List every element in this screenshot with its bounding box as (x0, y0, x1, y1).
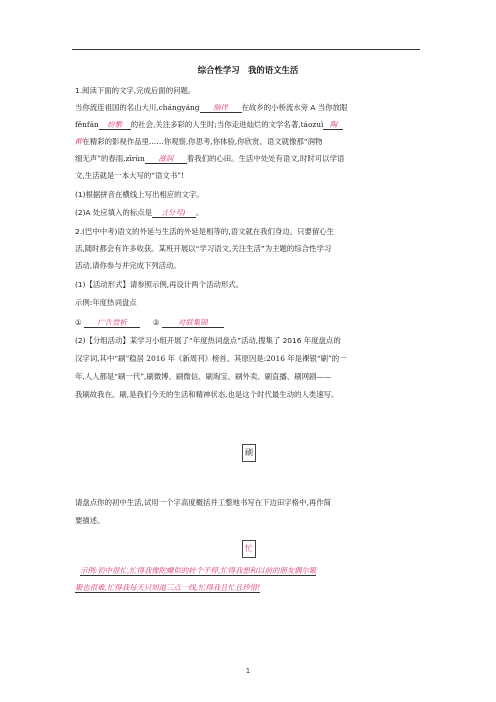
q2-sub2: 年,人人都是“刷一代”,刷微博、刷微信、刷淘宝、刷外卖、刷直播、刷网剧—— (75, 372, 332, 381)
blank-answer: 滋润 (145, 154, 187, 164)
q1-text: 当你流连祖国的名山大川,chángyáng (75, 103, 200, 112)
blank-answer: 醉 (75, 137, 83, 146)
blank-answer: 对联集锦 (162, 318, 224, 328)
q1-text: 的社会,关注多彩的人生时;当你走进灿烂的文学名著,táozuì (130, 120, 324, 129)
q1-text: 当你放眼 (317, 103, 348, 112)
answer-line: 聚也很难,忙得我每天只知道三点一线,忙得我且忙且珍惜! (75, 583, 261, 592)
q2-sub1: (1)【活动形式】请参照示例,再设计两个活动形式。 (75, 280, 244, 289)
q1-text: fēnfán (75, 120, 99, 129)
page-title: 综合性学习 我的语文生活 (197, 65, 299, 75)
q1-prompt: 1.阅读下面的文字,完成后面的问题。 (75, 86, 196, 95)
q1-para-line4 (75, 154, 344, 164)
blank-answer: 徜徉 (200, 103, 242, 113)
q2-options: ① 广告赏析 ② 对联集锦 (75, 318, 224, 328)
q1-para-line3 (75, 137, 322, 147)
q1-para-line2 (75, 120, 343, 130)
answer-line: 示例:初中很忙,忙得我像陀螺似的转个不停,忙得我想和以前的朋友偶尔聚 (80, 566, 317, 575)
blank-answer: ;(分号) (152, 208, 196, 218)
q2-example: 示例:年度热词盘点 (75, 298, 137, 307)
q1-text: 细无声”的春雨,zīrùn (75, 154, 145, 163)
mark-a: A (310, 103, 316, 112)
q2-intro: 2.(巴中中考)语文的外延与生活的外延是相等的,语文就在我们身边。只要留心生 (75, 227, 335, 236)
q1-text: 在精彩的影视作品里……你观察,你思考,你体验,你欣赏。语文就像那“润物 (82, 137, 323, 146)
q1-text: 着我们的心田。生活中处处有语文,时时可以学语 (186, 154, 345, 163)
q2-intro: 活,随时都会有许多收获。某班开展以“学习语文,关注生活”为主题的综合性学习 (75, 244, 332, 253)
q2-intro: 活动,请你参与并完成下列活动。 (75, 261, 181, 270)
character-box: 刷 (242, 444, 256, 462)
q2-task: 要描述。 (75, 516, 105, 525)
q2-sub2: (2)【分组活动】某学习小组开展了“年度热词盘点”活动,搜集了 2016 年度盘点的 (75, 336, 341, 345)
blank-answer: 广告赏析 (84, 318, 140, 328)
q1-sub1: (1)根据拼音在横线上写出相应的文字。 (75, 190, 204, 199)
blank-answer: 纷繁 (99, 120, 131, 130)
q2-sub2: 汉字词,其中“刷”稳居 2016 年《新周刊》榜首。其原因是:2016 年是祼银“刷”的一 (75, 354, 347, 363)
q1-para-line1 (75, 103, 347, 113)
q1-text: 在故乡的小桥流水旁 (241, 103, 309, 112)
header-rule (72, 49, 420, 50)
blank-answer: 陶 (323, 120, 343, 130)
page-number: 1 (245, 667, 251, 675)
q1-sub2: (2)A 处应填入的标点是 ;(分号) 。 (75, 208, 204, 217)
q2-sub2: 我刷故我在。刷,是我们今天的生活和精神状态,也是这个时代最生动的人类速写。 (75, 390, 339, 399)
answer-character-box: 忙 (242, 540, 256, 558)
q2-task: 请盘点你的初中生活,试用一个字高度概括并工整地书写在下边田字格中,再作简 (75, 498, 331, 507)
q1-para-line5: 文,生活就是一本大写的“语文书”! (75, 171, 184, 180)
